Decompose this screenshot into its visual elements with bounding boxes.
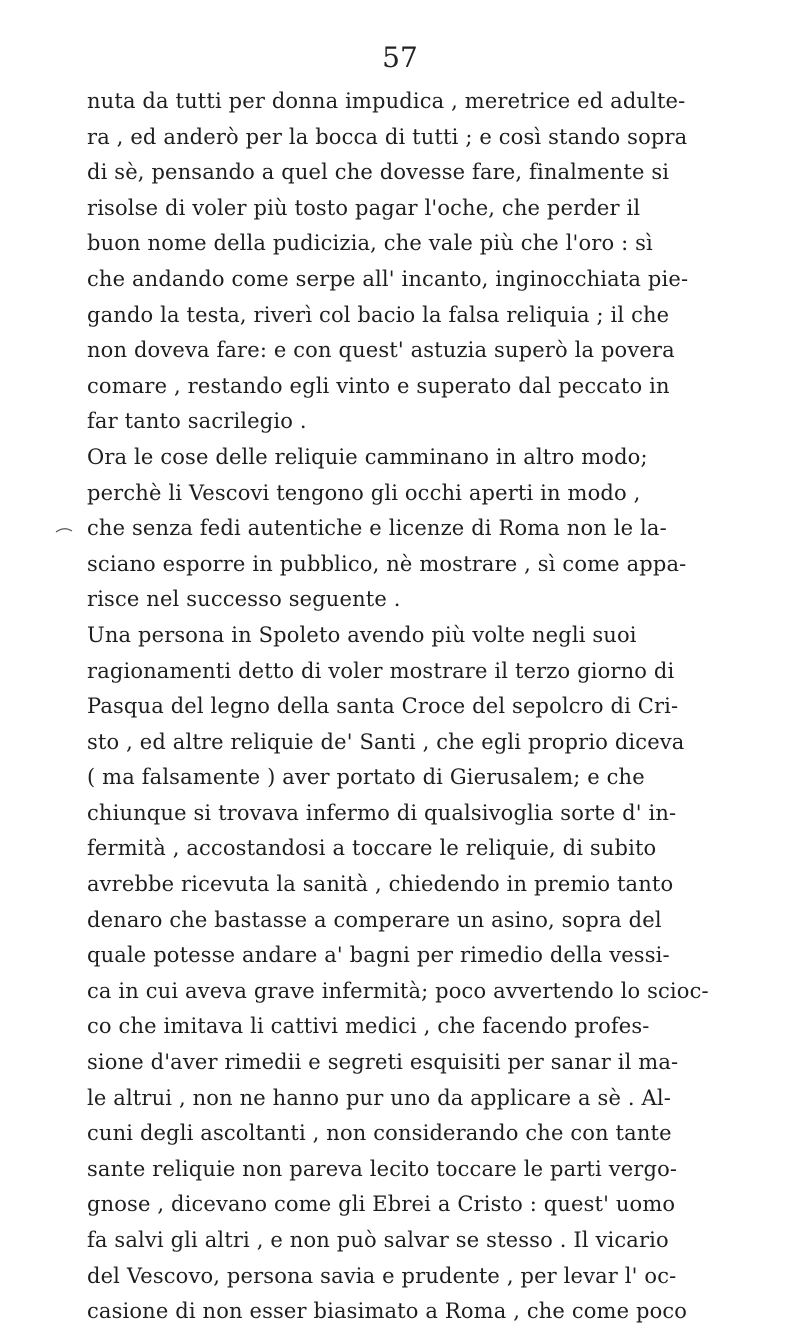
text-line: comare , restando egli vinto e superato dal peccato in bbox=[87, 373, 670, 398]
text-line: avrebbe ricevuta la sanità , chiedendo in premio tanto bbox=[87, 872, 674, 897]
text-line: Ora le cose delle reliquie camminano in altro modo; bbox=[87, 444, 648, 469]
text-line: del Vescovo, persona savia e prudente , per levar l' oc- bbox=[87, 1263, 677, 1288]
text-line: sto , ed altre reliquie de' Santi , che egli proprio diceva bbox=[87, 729, 685, 754]
text-line: quale potesse andare a' bagni per rimedio della vessi- bbox=[87, 943, 670, 968]
text-line: le altrui , non ne hanno pur uno da applicare a sè . Al- bbox=[87, 1085, 671, 1110]
page-number: 57 bbox=[382, 41, 418, 74]
text-line: sciano esporre in pubblico, nè mostrare , sì come appa- bbox=[87, 551, 687, 576]
text-line: Una persona in Spoleto avendo più volte negli suoi bbox=[87, 622, 637, 647]
text-line: denaro che bastasse a comperare un asino, sopra del bbox=[87, 907, 662, 932]
text-line: sione d'aver rimedii e segreti esquisiti per sanar il ma- bbox=[87, 1050, 679, 1075]
text-line: chiunque si trovava infermo di qualsivoglia sorte d' in- bbox=[87, 800, 677, 825]
text-line: nuta da tutti per donna impudica , meretrice ed adulte- bbox=[87, 89, 686, 113]
margin-mark bbox=[55, 526, 73, 534]
text-line: ra , ed anderò per la bocca di tutti ; e così stando sopra bbox=[87, 124, 688, 149]
text-line: ragionamenti detto di voler mostrare il terzo giorno di bbox=[87, 658, 675, 683]
text-line: che senza fedi autentiche e licenze di Roma non le la- bbox=[87, 516, 667, 541]
text-line: non doveva fare: e con quest' astuzia superò la povera bbox=[87, 338, 675, 363]
text-line: fermità , accostandosi a toccare le reliquie, di subito bbox=[87, 836, 657, 861]
text-line: ca in cui aveva grave infermità; poco avvertendo lo scioc- bbox=[87, 978, 709, 1003]
text-line: gnose , dicevano come gli Ebrei a Cristo : quest' uomo bbox=[87, 1192, 676, 1217]
text-line: casione di non esser biasimato a Roma , che come poco bbox=[87, 1299, 688, 1324]
text-line: Pasqua del legno della santa Croce del sepolcro di Cri- bbox=[87, 694, 679, 719]
text-line: fa salvi gli altri , e non può salvar se stesso . Il vicario bbox=[87, 1228, 669, 1252]
text-line: risolse di voler più tosto pagar l'oche, che perder il bbox=[87, 195, 641, 220]
text-line: cuni degli ascoltanti , non considerando che con tante bbox=[87, 1121, 672, 1146]
text-line: risce nel successo seguente . bbox=[87, 587, 401, 612]
text-line: gando la testa, riverì col bacio la falsa reliquia ; il che bbox=[87, 302, 670, 327]
text-line: buon nome della pudicizia, che vale più che l'oro : sì bbox=[87, 231, 653, 256]
text-line: far tanto sacrilegio . bbox=[87, 409, 307, 434]
body-text bbox=[87, 84, 747, 1330]
text-line: ( ma falsamente ) aver portato di Gierusalem; e che bbox=[87, 765, 645, 790]
text-line: di sè, pensando a quel che dovesse fare, finalmente si bbox=[87, 160, 670, 185]
text-line: sante reliquie non pareva lecito toccare le parti vergo- bbox=[87, 1156, 678, 1181]
text-line: che andando come serpe all' incanto, inginocchiata pie- bbox=[87, 266, 689, 291]
text-line: perchè li Vescovi tengono gli occhi aperti in modo , bbox=[87, 480, 641, 505]
text-line: co che imitava li cattivi medici , che facendo profes- bbox=[87, 1014, 650, 1039]
